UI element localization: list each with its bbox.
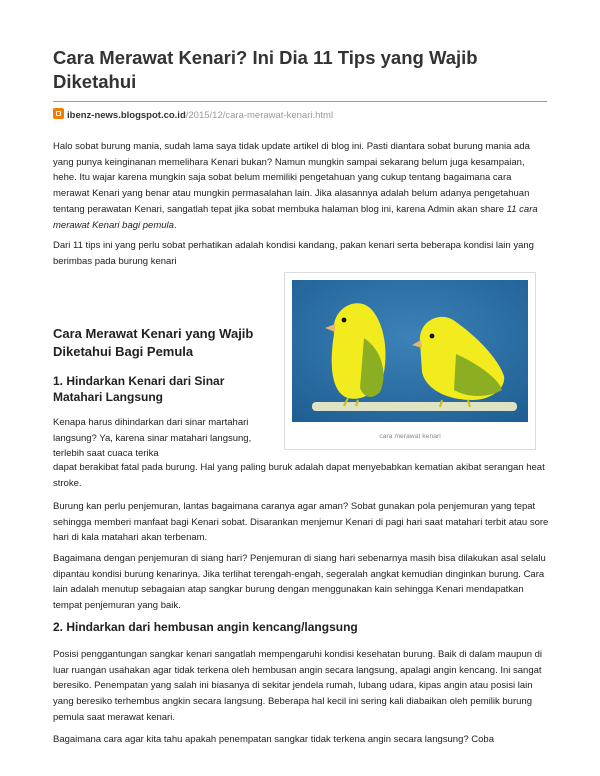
canary-figure xyxy=(284,272,536,450)
canary-photo xyxy=(292,280,528,422)
tip1-paragraph-1-rest: dapat berakibat fatal pada burung. Hal yang paling buruk adalah dapat menyebabkan kematian akibat serangan heat stroke. xyxy=(53,462,545,489)
article-title: Cara Merawat Kenari? Ini Dia 11 Tips yang Wajib Diketahui xyxy=(53,47,478,92)
source-line xyxy=(53,108,333,123)
source-path: /2015/12/cara-merawat-kenari.html xyxy=(185,110,334,121)
perch xyxy=(312,402,517,411)
photo-background xyxy=(292,280,528,422)
intro-emphasis: 11 cara merawat Kenari bagi pemula xyxy=(53,203,538,231)
section-heading: Cara Merawat Kenari yang Wajib Diketahui Bagi Pemula xyxy=(53,326,254,359)
figure-caption: cara merawat kenari xyxy=(379,433,441,440)
intro-text: Halo sobat burung mania, sudah lama saya tidak update artikel di blog ini. Pasti diantara sobat burung mania ada yang punya keinginanan memelihara Kenari bukan? Namun mungkin sampai sekarang belum juga kesampaian, hehe. Itu wajar karena mungkin saja sobat belum memiliki pengetahuan yang cukup tentang bagaimana cara merawat Kenari yang benar atau mungkin permasalahan lain. Jika alasannya adalah belum adanya pengetahuan tentang perawatan Kenari, sangatlah tepat jika sobat membuka halaman blog ini, karena Admin akan share xyxy=(53,141,530,215)
blogger-icon xyxy=(53,108,64,119)
intro-end: . xyxy=(173,219,177,231)
tip2-heading: 2. Hindarkan dari hembusan angin kencang/langsung xyxy=(53,620,358,634)
intro-paragraph-2: Dari 11 tips ini yang perlu sobat perhatikan adalah kondisi kandang, pakan kenari serta beberapa kondisi lain yang berimbas pada burung kenari xyxy=(53,240,534,267)
tip2-paragraph-2: Bagaimana cara agar kita tahu apakah penempatan sangkar tidak terkena angin secara langsung? Coba xyxy=(53,734,494,745)
tip1-paragraph-2: Burung kan perlu penjemuran, lantas bagaimana caranya agar aman? Sobat gunakan pola penjemuran yang tepat sehingga memberi manfaat bagi Kenari sobat. Disarankan menjemur Kenari di pagi hari saat matahari terbit atau sore hari di kala matahari akan terbenam. xyxy=(53,501,549,544)
tip2-paragraph-1: Posisi penggantungan sangkar kenari sangatlah mempengaruhi kondisi kesehatan burung. Baik di dalam maupun di luar ruangan usahakan agar tidak terkena oleh hembusan angin secara langsung, apalagi angin kencang. Ini sangat beresiko. Penempatan yang salah ini biasanya di sekitar jendela rumah, lubang udara, kipas angin atau posisi lain yang beresiko terhembus angkin secara langsung. Beberapa hal kecil ini sering kali diabaikan oleh pemilik burung pemula saat merawat kenari. xyxy=(53,649,543,723)
source-domain-link[interactable]: ibenz-news.blogspot.co.id xyxy=(67,110,186,121)
tip1-paragraph-3: Bagaimana dengan penjemuran di siang hari? Penjemuran di siang hari sebenarnya masih bisa dilakukan asal selalu dipantau kondisi burung kenarinya. Jika terlihat terengah-engah, segeralah angkat kemudian dinginkan burung. Cara lain adalah menutup sebagaian atap sangkar burung dengan menggunakan kain sehingga Kenari mendapatkan tempat penjemuran yang baik. xyxy=(53,553,546,612)
tip1-heading: 1. Hindarkan Kenari dari Sinar Matahari Langsung xyxy=(53,374,225,404)
title-divider xyxy=(53,101,547,102)
tip1-paragraph-1-column: Kenapa harus dihindarkan dari sinar martahari langsung? Ya, karena sinar matahari langsung, terlebih saat cuaca terika xyxy=(53,417,252,460)
intro-paragraph xyxy=(53,139,549,233)
